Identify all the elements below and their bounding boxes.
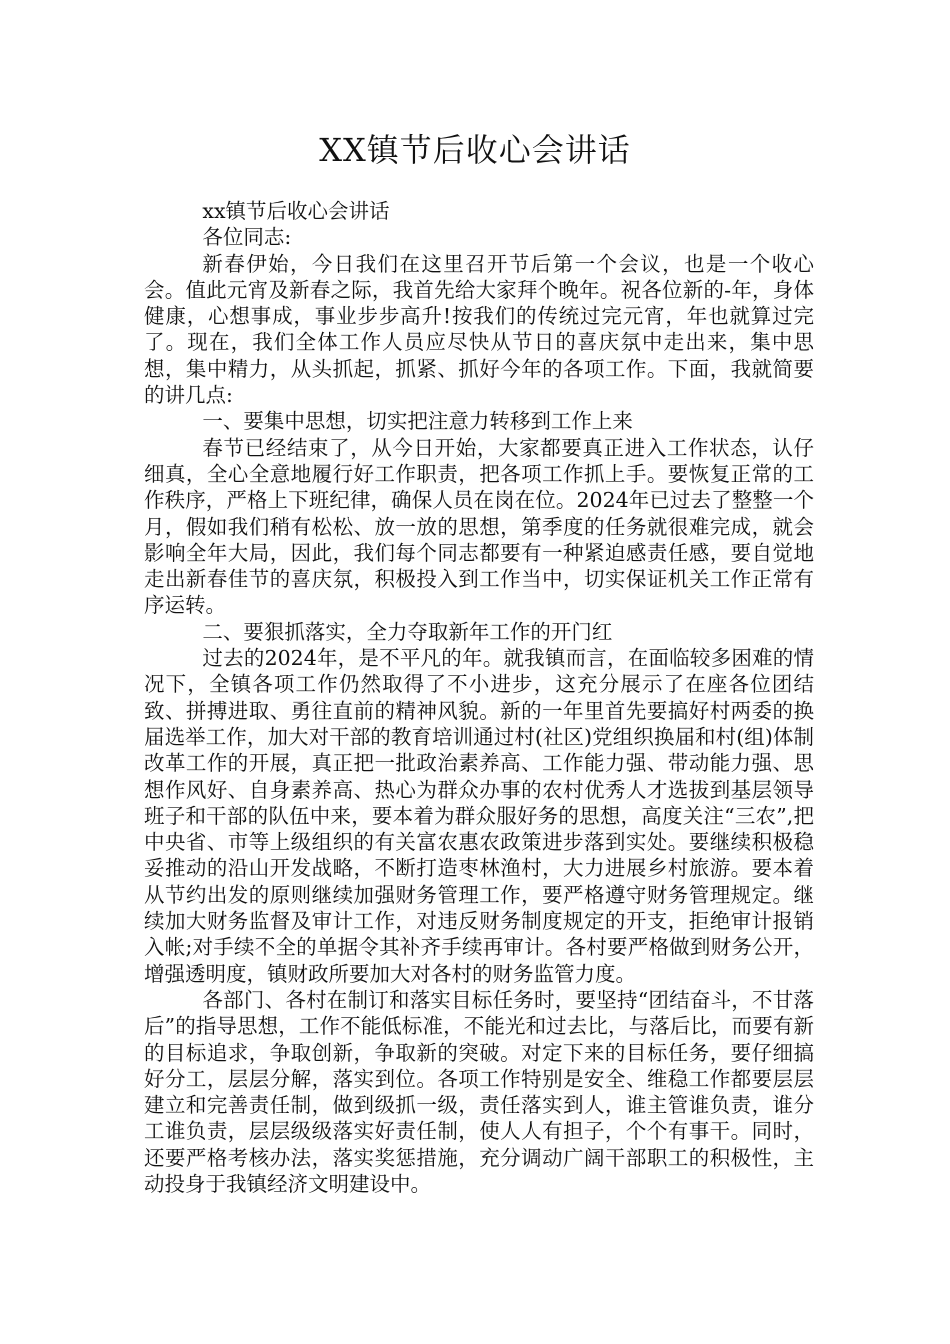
body-paragraph: 过去的2024年，是不平凡的年。就我镇而言，在面临较多困难的情况下，全镇各项工作仍然取得了不小进步，这充分展示了在座各位团结致、拼搏进取、勇往直前的精神风貌。新的一年里首先要搞好村两委的换届选举工作，加大对干部的教育培训通过村(社区)党组织换届和村(组)体制改革工作的开展，真正把一批政治素养高、工作能力强、带动能力强、思想作风好、自身素养高、热心为群众办事的农村优秀人才选拔到基层领导班子和干部的队伍中来，要本着为群众服好务的思想，高度关注“三农”,把中央省、市等上级组织的有关富农惠农政策进步落到实处。要继续积极稳妥推动的沿山开发战略，不断打造枣林渔村，大力进展乡村旅游。要本着从节约出发的原则继续加强财务管理工作，要严格遵守财务管理规定。继续加大财务监督及审计工作，对违反财务制度规定的开支，拒绝审计报销入帐;对手续不全的单据令其补齐手续再审计。各村要严格做到财务公开，增强透明度，镇财政所要加大对各村的财务监管力度。 [144,646,814,986]
body-paragraph: 各部门、各村在制订和落实目标任务时，要坚持“团结奋斗，不甘落后”的指导思想，工作不能低标准，不能光和过去比，与落后比，而要有新的目标追求，争取创新，争取新的突破。对定下来的目标任务，要仔细搞好分工，层层分解，落实到位。各项工作特别是安全、维稳工作都要层层建立和完善责任制，做到级抓一级，责任落实到人，谁主管谁负责，谁分工谁负责，层层级级落实好责任制，使人人有担子，个个有事干。同时，还要严格考核办法，落实奖惩措施，充分调动广阔干部职工的积极性，主动投身于我镇经济文明建设中。 [144,987,814,1196]
body-paragraph: 新春伊始，今日我们在这里召开节后第一个会议，也是一个收心会。值此元宵及新春之际，我首先给大家拜个晚年。祝各位新的-年，身体健康，心想事成，事业步步高升!按我们的传统过完元宵，年也就算过完了。现在，我们全体工作人员应尽快从节日的喜庆氛中走出来，集中思想，集中精力，从头抓起，抓紧、抓好今年的各项工作。下面，我就简要的讲几点: [144,251,814,408]
section-heading: 二、要狠抓落实，全力夺取新年工作的开门红 [202,619,613,644]
document-title: XX镇节后收心会讲话 [319,131,631,169]
body-paragraph: 春节已经结束了，从今日开始，大家都要真正进入工作状态，认仔细真，全心全意地履行好工作职责，把各项工作抓上手。要恢复正常的工作秩序，严格上下班纪律，确保人员在岗在位。2024年已过去了整整一个月，假如我们稍有松松、放一放的思想，第季度的任务就很难完成，就会影响全年大局，因此，我们每个同志都要有一种紧迫感责任感，要自觉地走出新春佳节的喜庆氛，积极投入到工作当中，切实保证机关工作正常有序运转。 [144,435,814,618]
section-heading: 一、要集中思想，切实把注意力转移到工作上来 [202,409,633,434]
body-paragraph: xx镇节后收心会讲话 [202,199,390,223]
body-paragraph: 各位同志: [202,225,292,250]
document-body [144,198,814,1197]
